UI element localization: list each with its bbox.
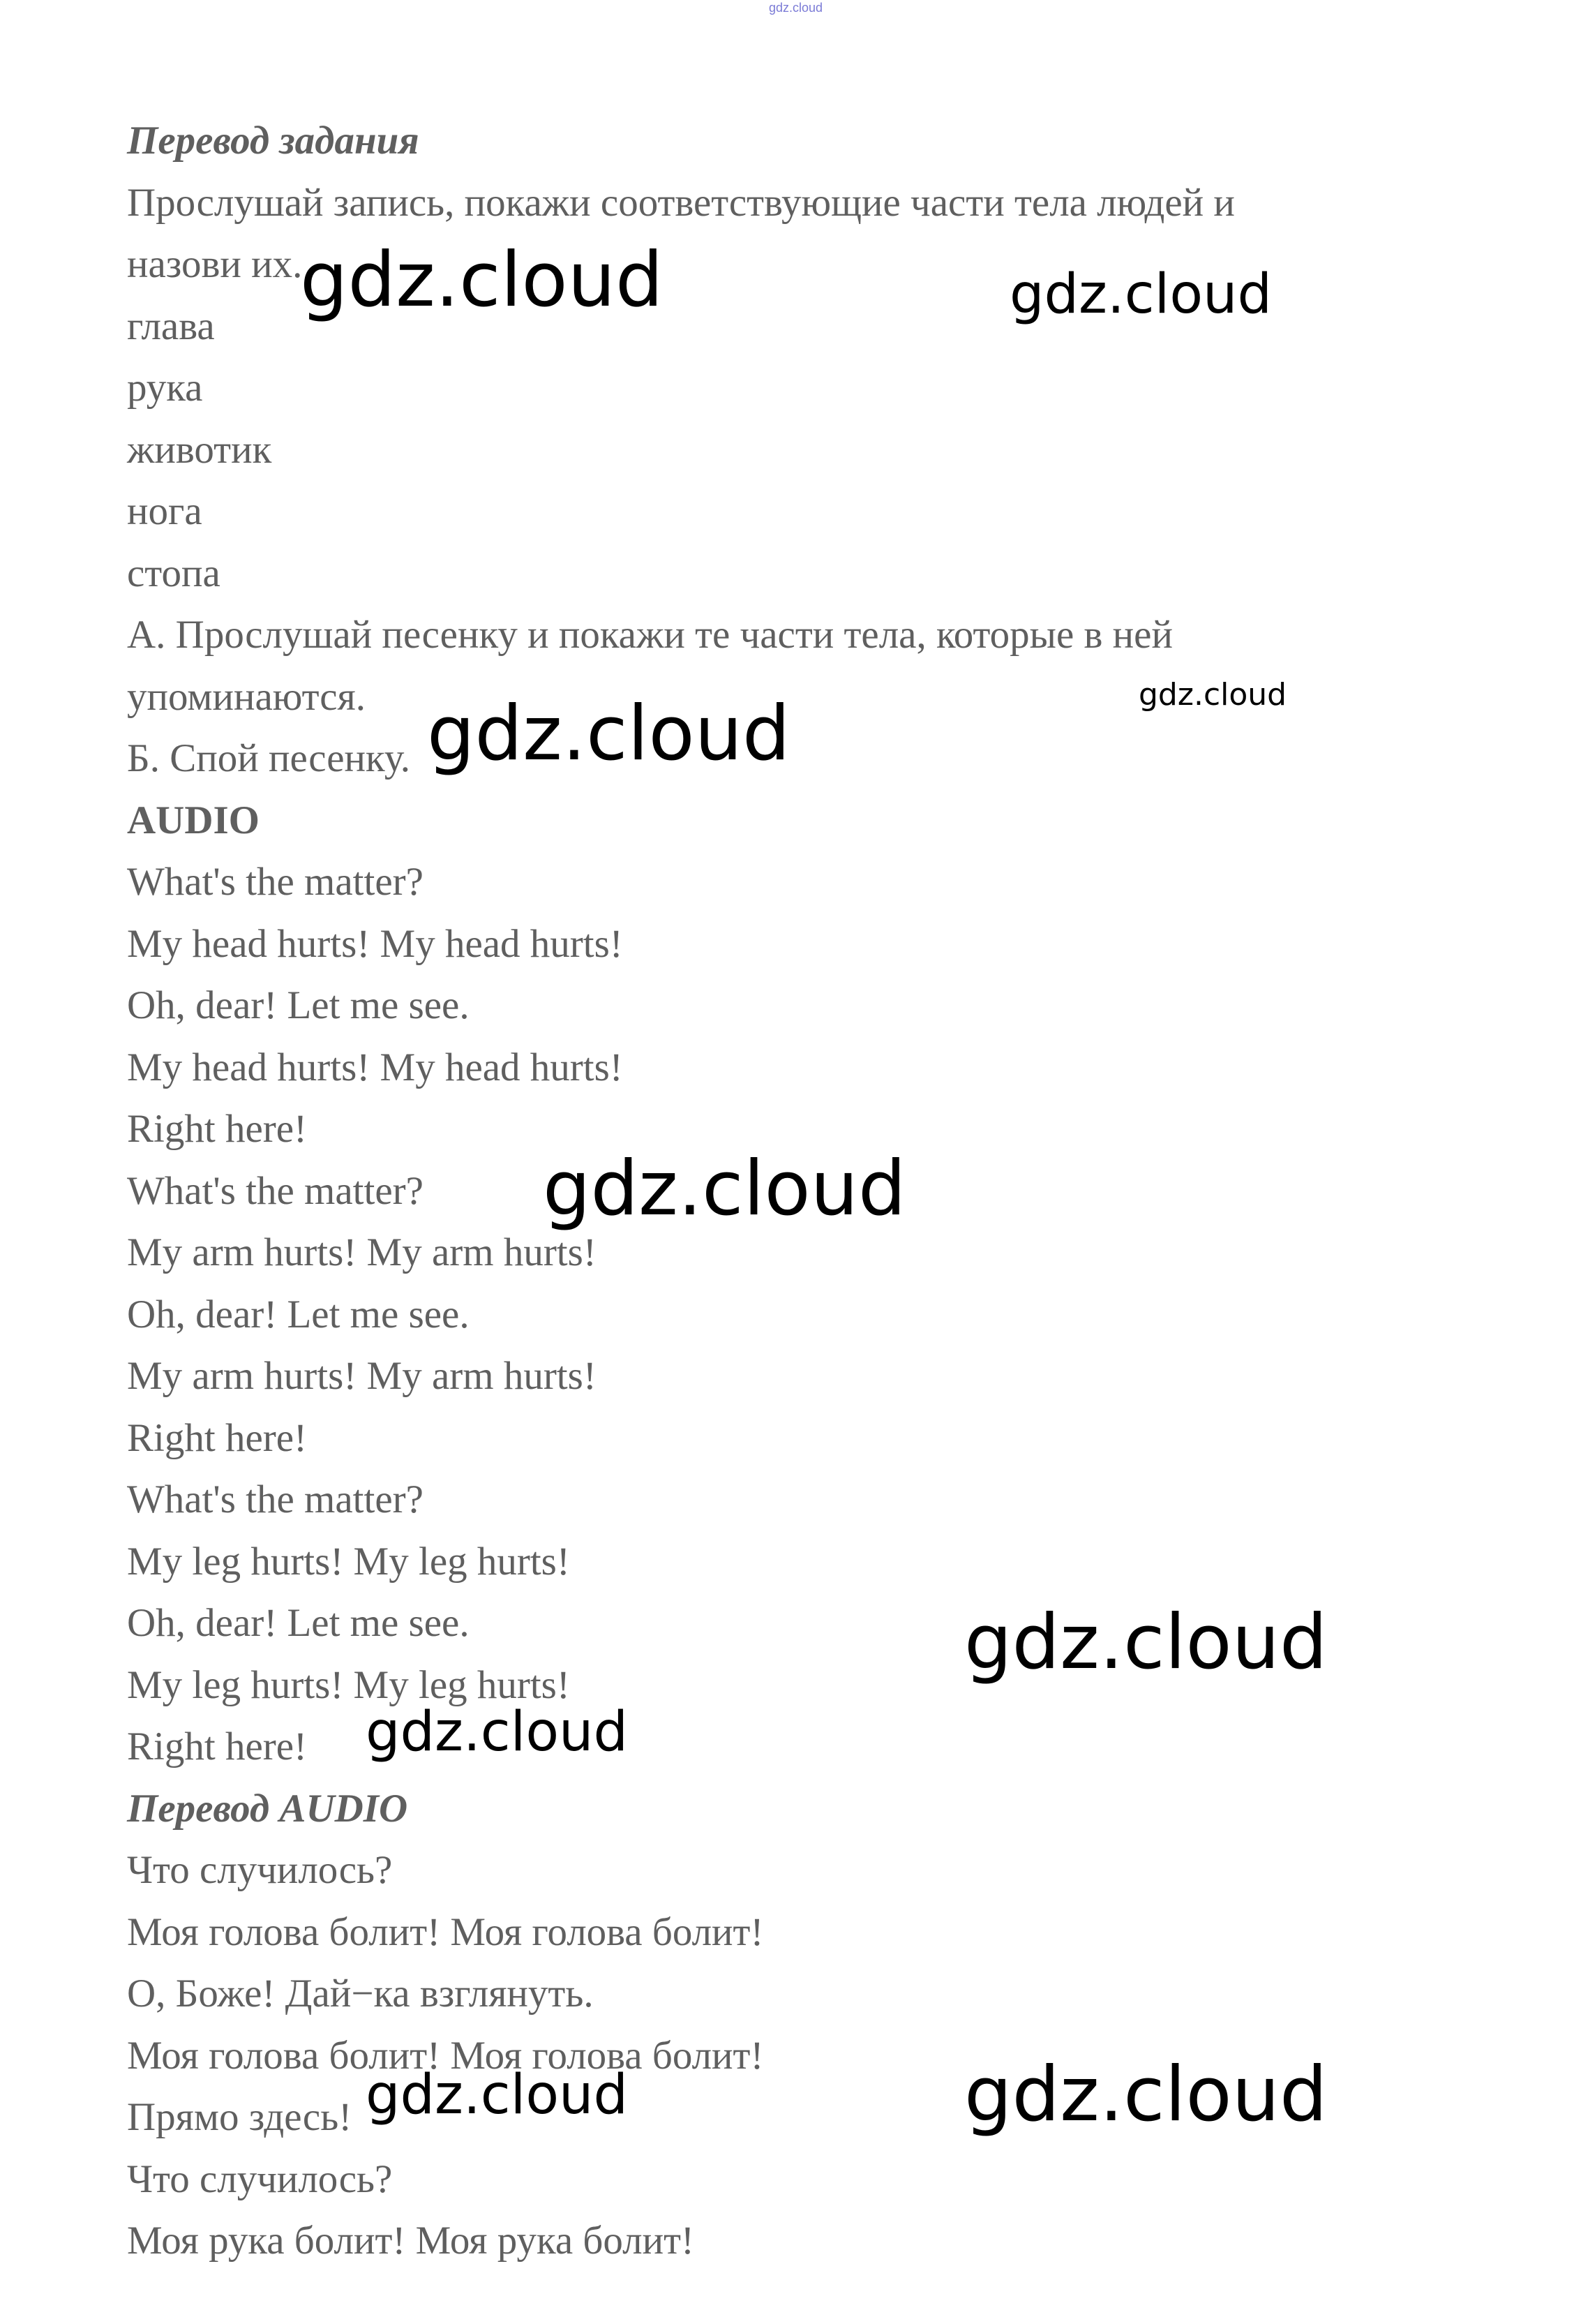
text-line: Моя рука болит! Моя рука болит! (127, 2219, 694, 2263)
text-line: My head hurts! My head hurts! (127, 921, 623, 966)
text-line: Oh, dear! Let me see. (127, 983, 470, 1027)
text-line: Моя голова болит! Моя голова болит! (127, 1909, 764, 1954)
text-line: My arm hurts! My arm hurts! (127, 1230, 597, 1274)
text-line: стопа (127, 551, 220, 595)
text-line: My head hurts! My head hurts! (127, 1045, 623, 1089)
text-line: My leg hurts! My leg hurts! (127, 1539, 570, 1584)
watermark: gdz.cloud (427, 690, 790, 777)
heading-audio-translation: Перевод AUDIO (127, 1786, 408, 1831)
watermark: gdz.cloud (964, 1599, 1328, 1686)
text-line: упоминаются. (127, 674, 366, 719)
watermark: gdz.cloud (964, 2051, 1328, 2138)
text-line: Oh, dear! Let me see. (127, 1292, 470, 1336)
text-line: Прямо здесь! (127, 2095, 352, 2139)
text-line: Right here! (127, 1725, 308, 1768)
text-line: Моя голова болит! Моя голова болит! (127, 2033, 764, 2078)
heading-audio: AUDIO (127, 798, 260, 842)
text-line: What's the matter? (127, 1477, 424, 1521)
text-line: My arm hurts! My arm hurts! (127, 1354, 597, 1398)
text-line: Что случилось? (127, 1848, 393, 1892)
top-watermark: gdz.cloud (769, 1, 823, 15)
watermark: gdz.cloud (1139, 677, 1287, 713)
text-line: Oh, dear! Let me see. (127, 1601, 470, 1645)
text-line: глава (127, 304, 215, 348)
watermark: gdz.cloud (1010, 263, 1272, 326)
text-line: Right here! (127, 1107, 308, 1151)
text-line: О, Боже! Дай−ка взглянуть. (127, 1972, 594, 2016)
watermark: gdz.cloud (366, 1701, 628, 1764)
text-line: What's the matter? (127, 860, 424, 904)
watermark: gdz.cloud (300, 237, 664, 324)
text-line: My leg hurts! My leg hurts! (127, 1662, 570, 1707)
watermark: gdz.cloud (366, 2064, 628, 2126)
text-line: назови их. (127, 242, 303, 286)
text-line: Б. Спой песенку. (127, 736, 410, 780)
text-line: What's the matter? (127, 1168, 424, 1213)
text-line: А. Прослушай песенку и покажи те части тела, которые в ней (127, 613, 1173, 657)
text-line: животик (127, 427, 272, 472)
watermark: gdz.cloud (543, 1145, 906, 1232)
heading-task-translation: Перевод задания (127, 119, 419, 163)
text-line: Прослушай запись, покажи соответствующие части тела людей и (127, 180, 1235, 225)
text-line: рука (127, 366, 203, 410)
text-line: Right here! (127, 1415, 308, 1460)
text-line: нога (127, 489, 202, 533)
text-line: Что случилось? (127, 2157, 393, 2201)
